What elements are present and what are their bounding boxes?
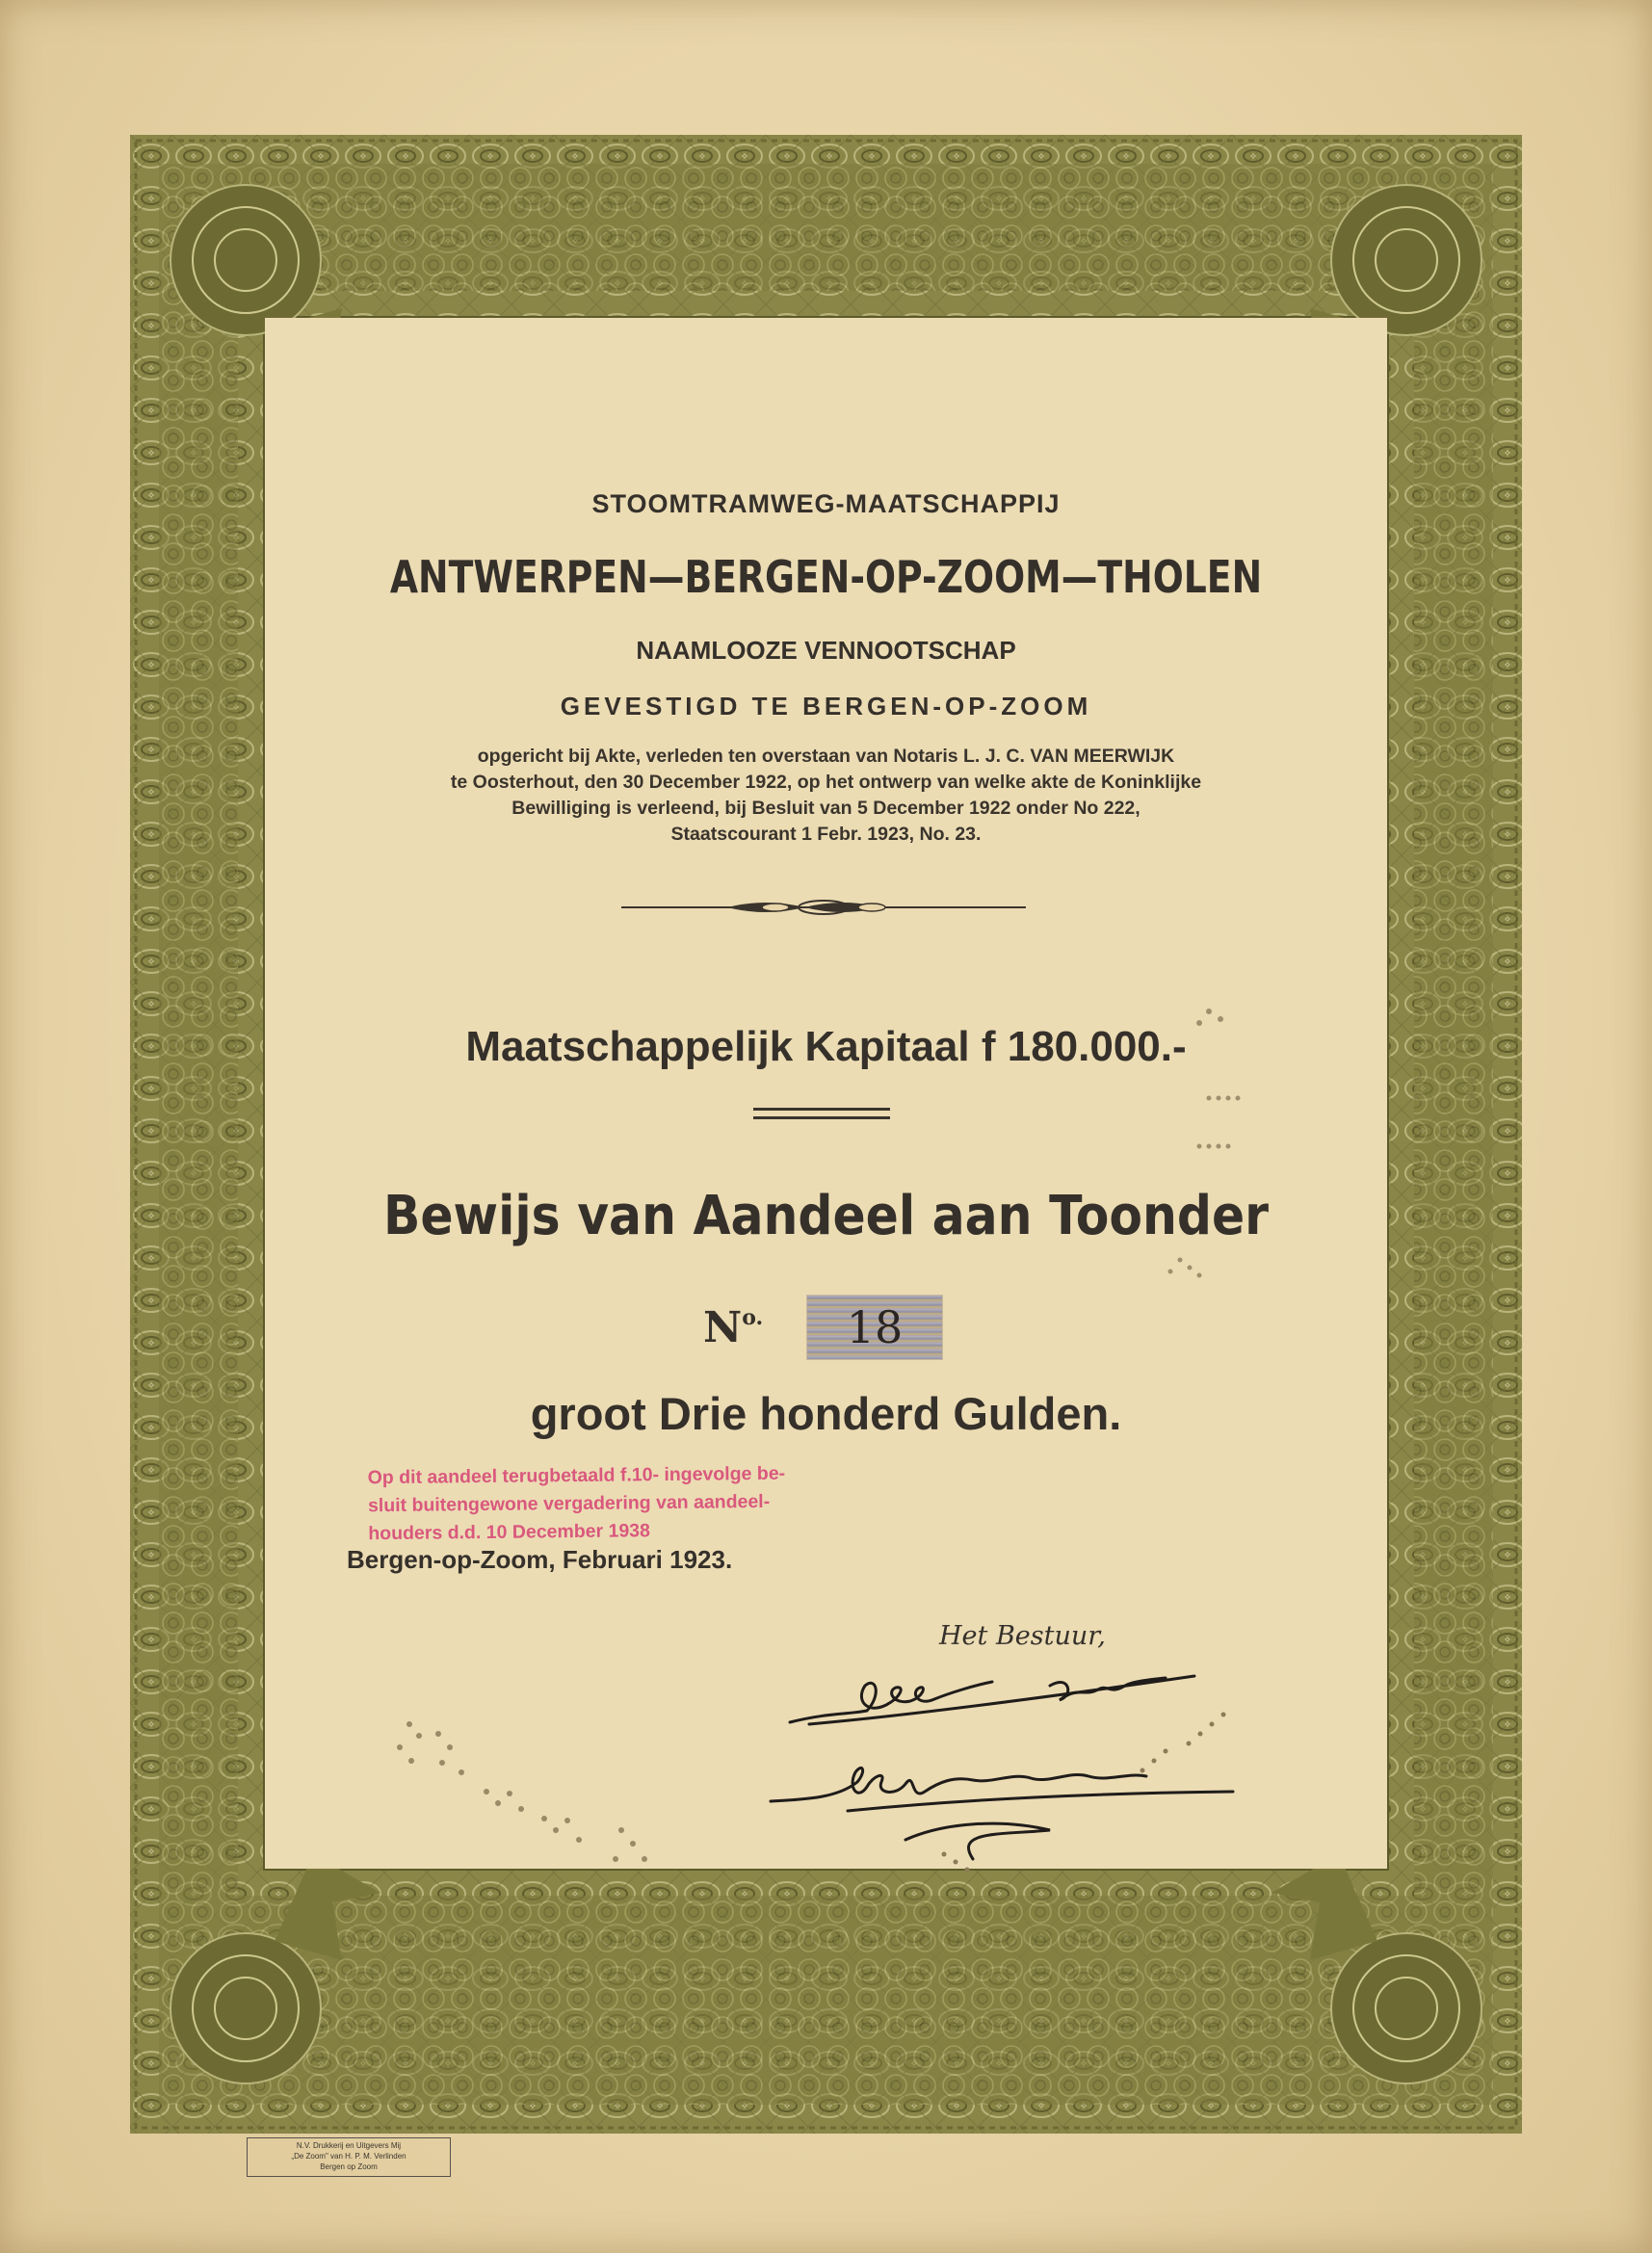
printer-line: Bergen op Zoom	[320, 2162, 378, 2171]
registered-seat: GEVESTIGD TE BERGEN-OP-ZOOM	[560, 692, 1092, 720]
share-capital: Maatschappelijk Kapitaal f 180.000.-	[465, 1023, 1187, 1070]
place-and-date: Bergen-op-Zoom, Februari 1923.	[347, 1545, 733, 1574]
number-value: 18	[846, 1301, 904, 1353]
company-type: STOOMTRAMWEG-MAATSCHAPPIJ	[591, 489, 1061, 518]
printer-line: „De Zoom" van H. P. M. Verlinden	[291, 2152, 406, 2161]
founding-line: te Oosterhout, den 30 December 1922, op het ontwerp van welke akte de Koninklijke	[450, 772, 1202, 793]
perforation-cancellation	[380, 1705, 689, 1878]
printer-line: N.V. Drukkerij en Uitgevers Mij	[296, 2141, 402, 2150]
handwritten-signatures	[751, 1657, 1252, 1907]
founding-line: Staatscourant 1 Febr. 1923, No. 23.	[670, 824, 982, 845]
repayment-stamp	[368, 1460, 786, 1549]
number-label: $N^{o.}$	[703, 1303, 764, 1352]
stamp-line: Op dit aandeel terugbetaald f.10- ingevolge be-	[367, 1462, 786, 1489]
double-rule	[753, 1108, 890, 1125]
founding-statement	[0, 744, 1652, 848]
stamp-line: houders d.d. 10 December 1938	[368, 1520, 651, 1545]
founding-line: opgericht bij Akte, verleden ten overstaan van Notaris L. J. C. VAN MEERWIJK	[477, 746, 1175, 767]
signatures	[751, 1657, 1252, 1911]
number-field	[807, 1296, 942, 1359]
printer-imprint	[247, 2137, 451, 2177]
board-label: Het Bestuur,	[939, 1621, 1106, 1651]
ornamental-divider	[621, 896, 1026, 923]
company-name: ANTWERPEN—BERGEN-OP-ZOOM—THOLEN	[389, 551, 1263, 603]
denomination: groot Drie honderd Gulden.	[530, 1388, 1122, 1439]
founding-line: Bewilliging is verleend, bij Besluit van 5 December 1922 onder No 222,	[511, 798, 1141, 819]
perforation-cancellation	[1141, 1002, 1267, 1310]
stamp-line: sluit buitengewone vergadering van aandeel-	[367, 1490, 771, 1517]
legal-form: NAAMLOOZE VENNOOTSCHAP	[636, 636, 1016, 665]
share-title: Bewijs van Aandeel aan Toonder	[382, 1185, 1270, 1247]
